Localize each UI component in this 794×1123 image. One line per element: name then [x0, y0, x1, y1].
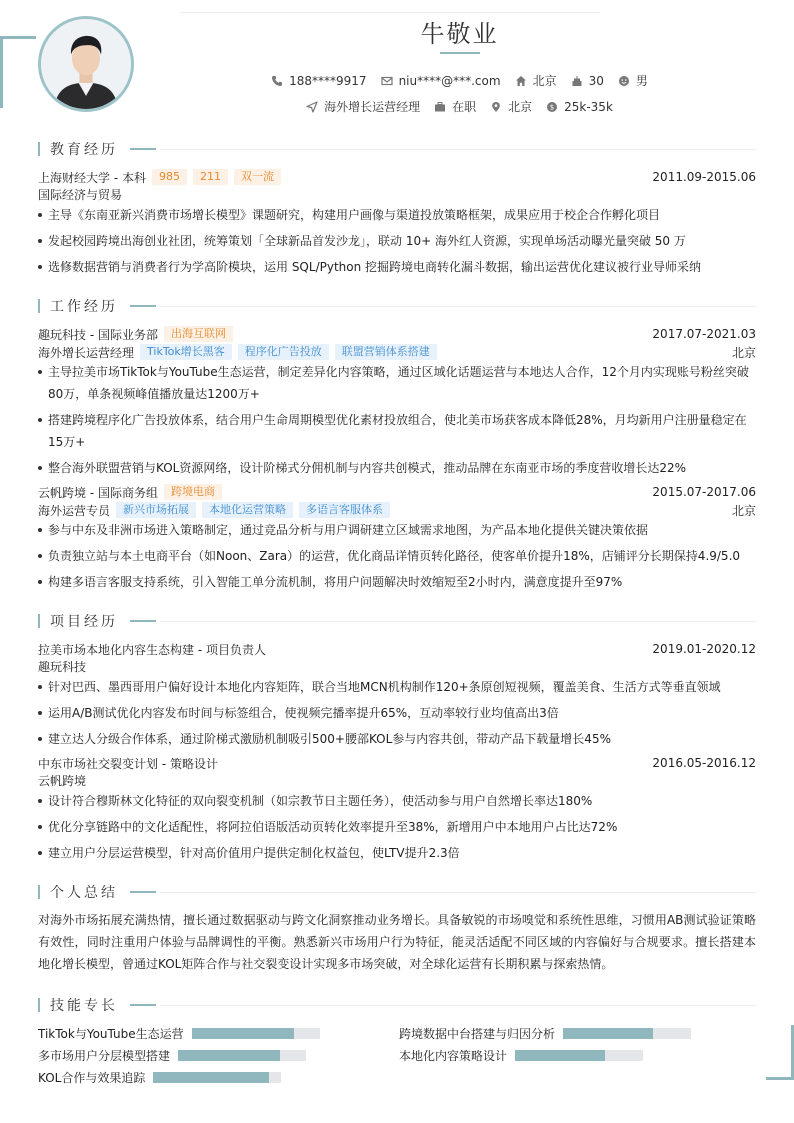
skill-item	[399, 1047, 643, 1063]
project-org: 趣玩科技	[38, 660, 87, 674]
position-text: 海外增长运营经理	[324, 100, 421, 114]
education-bullets	[38, 204, 756, 278]
section-title: 技能专长	[50, 998, 118, 1014]
education-entry-left	[38, 169, 281, 186]
age-info	[571, 74, 604, 88]
cake-icon	[571, 75, 583, 87]
project-date: 2016.05-2016.12	[652, 756, 756, 770]
section-line	[160, 306, 756, 307]
project-section	[38, 612, 756, 868]
work-location: 北京	[731, 503, 756, 518]
section-title: 工作经历	[50, 299, 118, 315]
bullet-item: 针对巴西、墨西哥用户偏好设计本地化内容矩阵，联合当地MCN机构制作120+条原创短视频，覆盖美食、生活方式等垂直领域	[38, 676, 756, 698]
work-role-left	[38, 502, 390, 519]
svg-text:$: $	[549, 103, 555, 112]
section-marker	[38, 299, 40, 313]
position-info	[306, 98, 420, 115]
bullet-item: 选修数据营销与消费者行为学高阶模块，运用 SQL/Python 挖掘跨境电商转化漏斗数据，输出运营优化建议被行业导师采纳	[38, 256, 756, 278]
section-dash	[130, 1004, 156, 1006]
project-entry	[38, 754, 756, 864]
work-entry-header	[38, 483, 756, 501]
summary-text: 对海外市场拓展充满热情，擅长通过数据驱动与跨文化洞察推动业务增长。具备敏锐的市场嗅觉和系统性思维，习惯用AB测试验证策略有效性，同时注重用户体验与品牌调性的平衡。熟悉新兴市场用户行为特征，能灵活适配不同区域的内容偏好与合规要求。擅长搭建本地化增长模型，曾通过KOL矩阵合作与社交裂变设计实现多市场突破，对全球化运营有长期积累与探索热情。	[38, 913, 756, 971]
school-tag: 985	[152, 169, 187, 185]
project-bullets	[38, 790, 756, 864]
bullet-item: 参与中东及非洲市场进入策略制定，通过竞品分析与用户调研建立区域需求地图，为产品本地化提供关键决策依据	[38, 519, 756, 541]
bullet-item: 整合海外联盟营销与KOL资源网络，设计阶梯式分佣机制与内容共创模式，推动品牌在东南亚市场的季度营收增长达22%	[38, 457, 756, 479]
company-name: 趣玩科技 - 国际业务部	[38, 327, 158, 342]
bullet-item: 发起校园跨境出海创业社团，统筹策划「全球新品首发沙龙」，联动 10+ 海外红人资源，实现单场活动曝光量突破 50 万	[38, 230, 756, 252]
work-role-row	[38, 343, 756, 361]
section-marker	[38, 142, 40, 156]
salary-info	[546, 100, 613, 114]
project-date: 2019.01-2020.12	[652, 642, 756, 656]
work-bullets	[38, 519, 756, 593]
education-section	[38, 140, 756, 282]
company-name: 云帆跨境 - 国际商务组	[38, 485, 158, 500]
bullet-item: 负责独立站与本土电商平台（如Noon、Zara）的运营，优化商品详情页转化路径，使客单价提升18%，店铺评分长期保持4.9/5.0	[38, 545, 756, 567]
work-location: 北京	[731, 345, 756, 360]
section-line	[160, 892, 756, 893]
work-date: 2015.07-2017.06	[652, 485, 756, 499]
section-dash	[130, 620, 156, 622]
work-entry-left	[38, 484, 222, 501]
smile-icon	[618, 75, 630, 87]
skill-name: KOL合作与效果追踪	[38, 1070, 146, 1085]
section-marker	[38, 885, 40, 899]
role-title: 海外增长运营经理	[38, 345, 135, 360]
job-intent-row	[0, 98, 794, 115]
send-icon	[306, 101, 318, 113]
bullet-item: 构建多语言客服支持系统，引入智能工单分流机制，将用户问题解决时效缩短至2小时内，满意度提升至97%	[38, 571, 756, 593]
phone-icon	[271, 75, 283, 87]
industry-tag: 出海互联网	[164, 326, 233, 342]
briefcase-icon	[434, 101, 446, 113]
skill-name: 多市场用户分层模型搭建	[38, 1048, 171, 1063]
status-text: 在职	[452, 100, 477, 114]
major: 国际经济与贸易	[38, 188, 123, 202]
section-line	[160, 149, 756, 150]
skill-bar	[515, 1050, 643, 1061]
skill-item	[399, 1025, 691, 1041]
project-name: 中东市场社交裂变计划 - 策略设计	[38, 756, 218, 771]
bullet-item: 建立用户分层运营模型，针对高价值用户提供定制化权益包，使LTV提升2.3倍	[38, 842, 756, 864]
school-name: 上海财经大学 - 本科	[38, 170, 146, 185]
project-entry-header	[38, 754, 756, 772]
section-title: 个人总结	[50, 885, 118, 901]
work-entry-header	[38, 325, 756, 343]
skill-tag: 本地化运营策略	[202, 502, 293, 518]
top-divider	[180, 12, 600, 13]
work-date: 2017.07-2021.03	[652, 327, 756, 341]
skill-bar	[178, 1050, 306, 1061]
section-header	[38, 883, 756, 901]
project-name: 拉美市场本地化内容生态构建 - 项目负责人	[38, 642, 266, 657]
work-section	[38, 297, 756, 597]
gender-info	[618, 72, 648, 89]
skill-name: 跨境数据中台搭建与归因分析	[399, 1026, 556, 1041]
name-underline	[440, 52, 480, 54]
bullet-item: 设计符合穆斯林文化特征的双向裂变机制（如宗教节日主题任务），使活动参与用户自然增长率达180%	[38, 790, 756, 812]
city-info	[515, 72, 557, 89]
section-line	[160, 621, 756, 622]
skill-item	[38, 1047, 306, 1063]
skill-bar	[563, 1028, 691, 1039]
skills-section	[38, 996, 756, 1014]
work-role-row	[38, 501, 756, 519]
skill-bar-fill	[153, 1072, 268, 1083]
phone-info	[271, 74, 366, 88]
candidate-name: 牛敬业	[420, 20, 499, 48]
money-icon	[546, 101, 558, 113]
skill-tag: TikTok增长黑客	[140, 344, 232, 360]
project-entry	[38, 640, 756, 750]
work-bullets	[38, 361, 756, 479]
email-address: niu****@***.com	[398, 73, 501, 88]
section-header	[38, 140, 756, 158]
education-entry-header	[38, 168, 756, 186]
section-marker	[38, 998, 40, 1012]
project-org: 云帆跨境	[38, 774, 87, 788]
section-header	[38, 297, 756, 315]
work-role-left	[38, 344, 437, 361]
location-pin-icon	[490, 101, 502, 113]
target-city-text: 北京	[508, 100, 533, 114]
bullet-item: 运用A/B测试优化内容发布时间与标签组合，使视频完播率提升65%，互动率较行业均值高出3倍	[38, 702, 756, 724]
work-entry	[38, 325, 756, 479]
education-entry	[38, 168, 756, 278]
industry-tag: 跨境电商	[164, 484, 222, 500]
work-entry	[38, 483, 756, 593]
email-info	[381, 74, 501, 88]
skill-bar-fill	[178, 1050, 280, 1061]
section-header	[38, 996, 756, 1014]
status-info	[434, 98, 476, 115]
skill-bar	[192, 1028, 320, 1039]
section-dash	[130, 305, 156, 307]
skill-tag: 多语言客服体系	[299, 502, 390, 518]
skill-bar-fill	[515, 1050, 605, 1061]
school-tag: 双一流	[234, 169, 281, 185]
skill-bar-fill	[192, 1028, 294, 1039]
section-dash	[130, 891, 156, 893]
city-text: 北京	[532, 74, 557, 88]
skill-item	[38, 1069, 281, 1085]
bullet-item: 主导拉美市场TikTok与YouTube生态运营，制定差异化内容策略，通过区域化话题运营与本地达人合作，12个月内实现账号粉丝突破80万，单条视频峰值播放量达1200万+	[38, 361, 756, 405]
school-tag: 211	[193, 169, 228, 185]
skill-bar	[153, 1072, 281, 1083]
section-title: 教育经历	[50, 142, 118, 158]
gender-text: 男	[635, 74, 648, 88]
bullet-item: 主导《东南亚新兴消费市场增长模型》课题研究，构建用户画像与渠道投放策略框架，成果应用于校企合作孵化项目	[38, 204, 756, 226]
project-entry-header	[38, 640, 756, 658]
salary-text: 25k-35k	[564, 99, 613, 114]
bullet-item: 优化分享链路中的文化适配性，将阿拉伯语版活动页转化效率提升至38%，新增用户中本地用户占比达72%	[38, 816, 756, 838]
work-entry-left	[38, 326, 233, 343]
mail-icon	[381, 75, 393, 87]
skill-tag: 联盟营销体系搭建	[335, 344, 437, 360]
section-line	[160, 1005, 756, 1006]
section-header	[38, 612, 756, 630]
bullet-item: 建立达人分级合作体系，通过阶梯式激励机制吸引500+腰部KOL参与内容共创，带动产品下载量增长45%	[38, 728, 756, 750]
skill-bar-fill	[563, 1028, 653, 1039]
phone-number: 188****9917	[289, 73, 367, 88]
section-dash	[130, 148, 156, 150]
age-text: 30	[588, 73, 604, 88]
skill-name: 本地化内容策略设计	[399, 1048, 508, 1063]
education-date: 2011.09-2015.06	[652, 170, 756, 184]
bullet-item: 搭建跨境程序化广告投放体系，结合用户生命周期模型优化素材投放组合，使北美市场获客成本降低28%，月均新用户注册量稳定在15万+	[38, 409, 756, 453]
role-title: 海外运营专员	[38, 503, 111, 518]
skill-tag: 新兴市场拓展	[116, 502, 196, 518]
target-city-info	[490, 98, 532, 115]
skill-name: TikTok与YouTube生态运营	[38, 1026, 184, 1041]
project-bullets	[38, 676, 756, 750]
home-icon	[515, 75, 527, 87]
skill-tag: 程序化广告投放	[238, 344, 329, 360]
summary-section	[38, 883, 756, 975]
corner-decoration-bottom-right	[766, 1077, 794, 1080]
section-marker	[38, 614, 40, 628]
section-title: 项目经历	[50, 614, 118, 630]
skill-item	[38, 1025, 320, 1041]
contact-info-row	[0, 72, 794, 89]
